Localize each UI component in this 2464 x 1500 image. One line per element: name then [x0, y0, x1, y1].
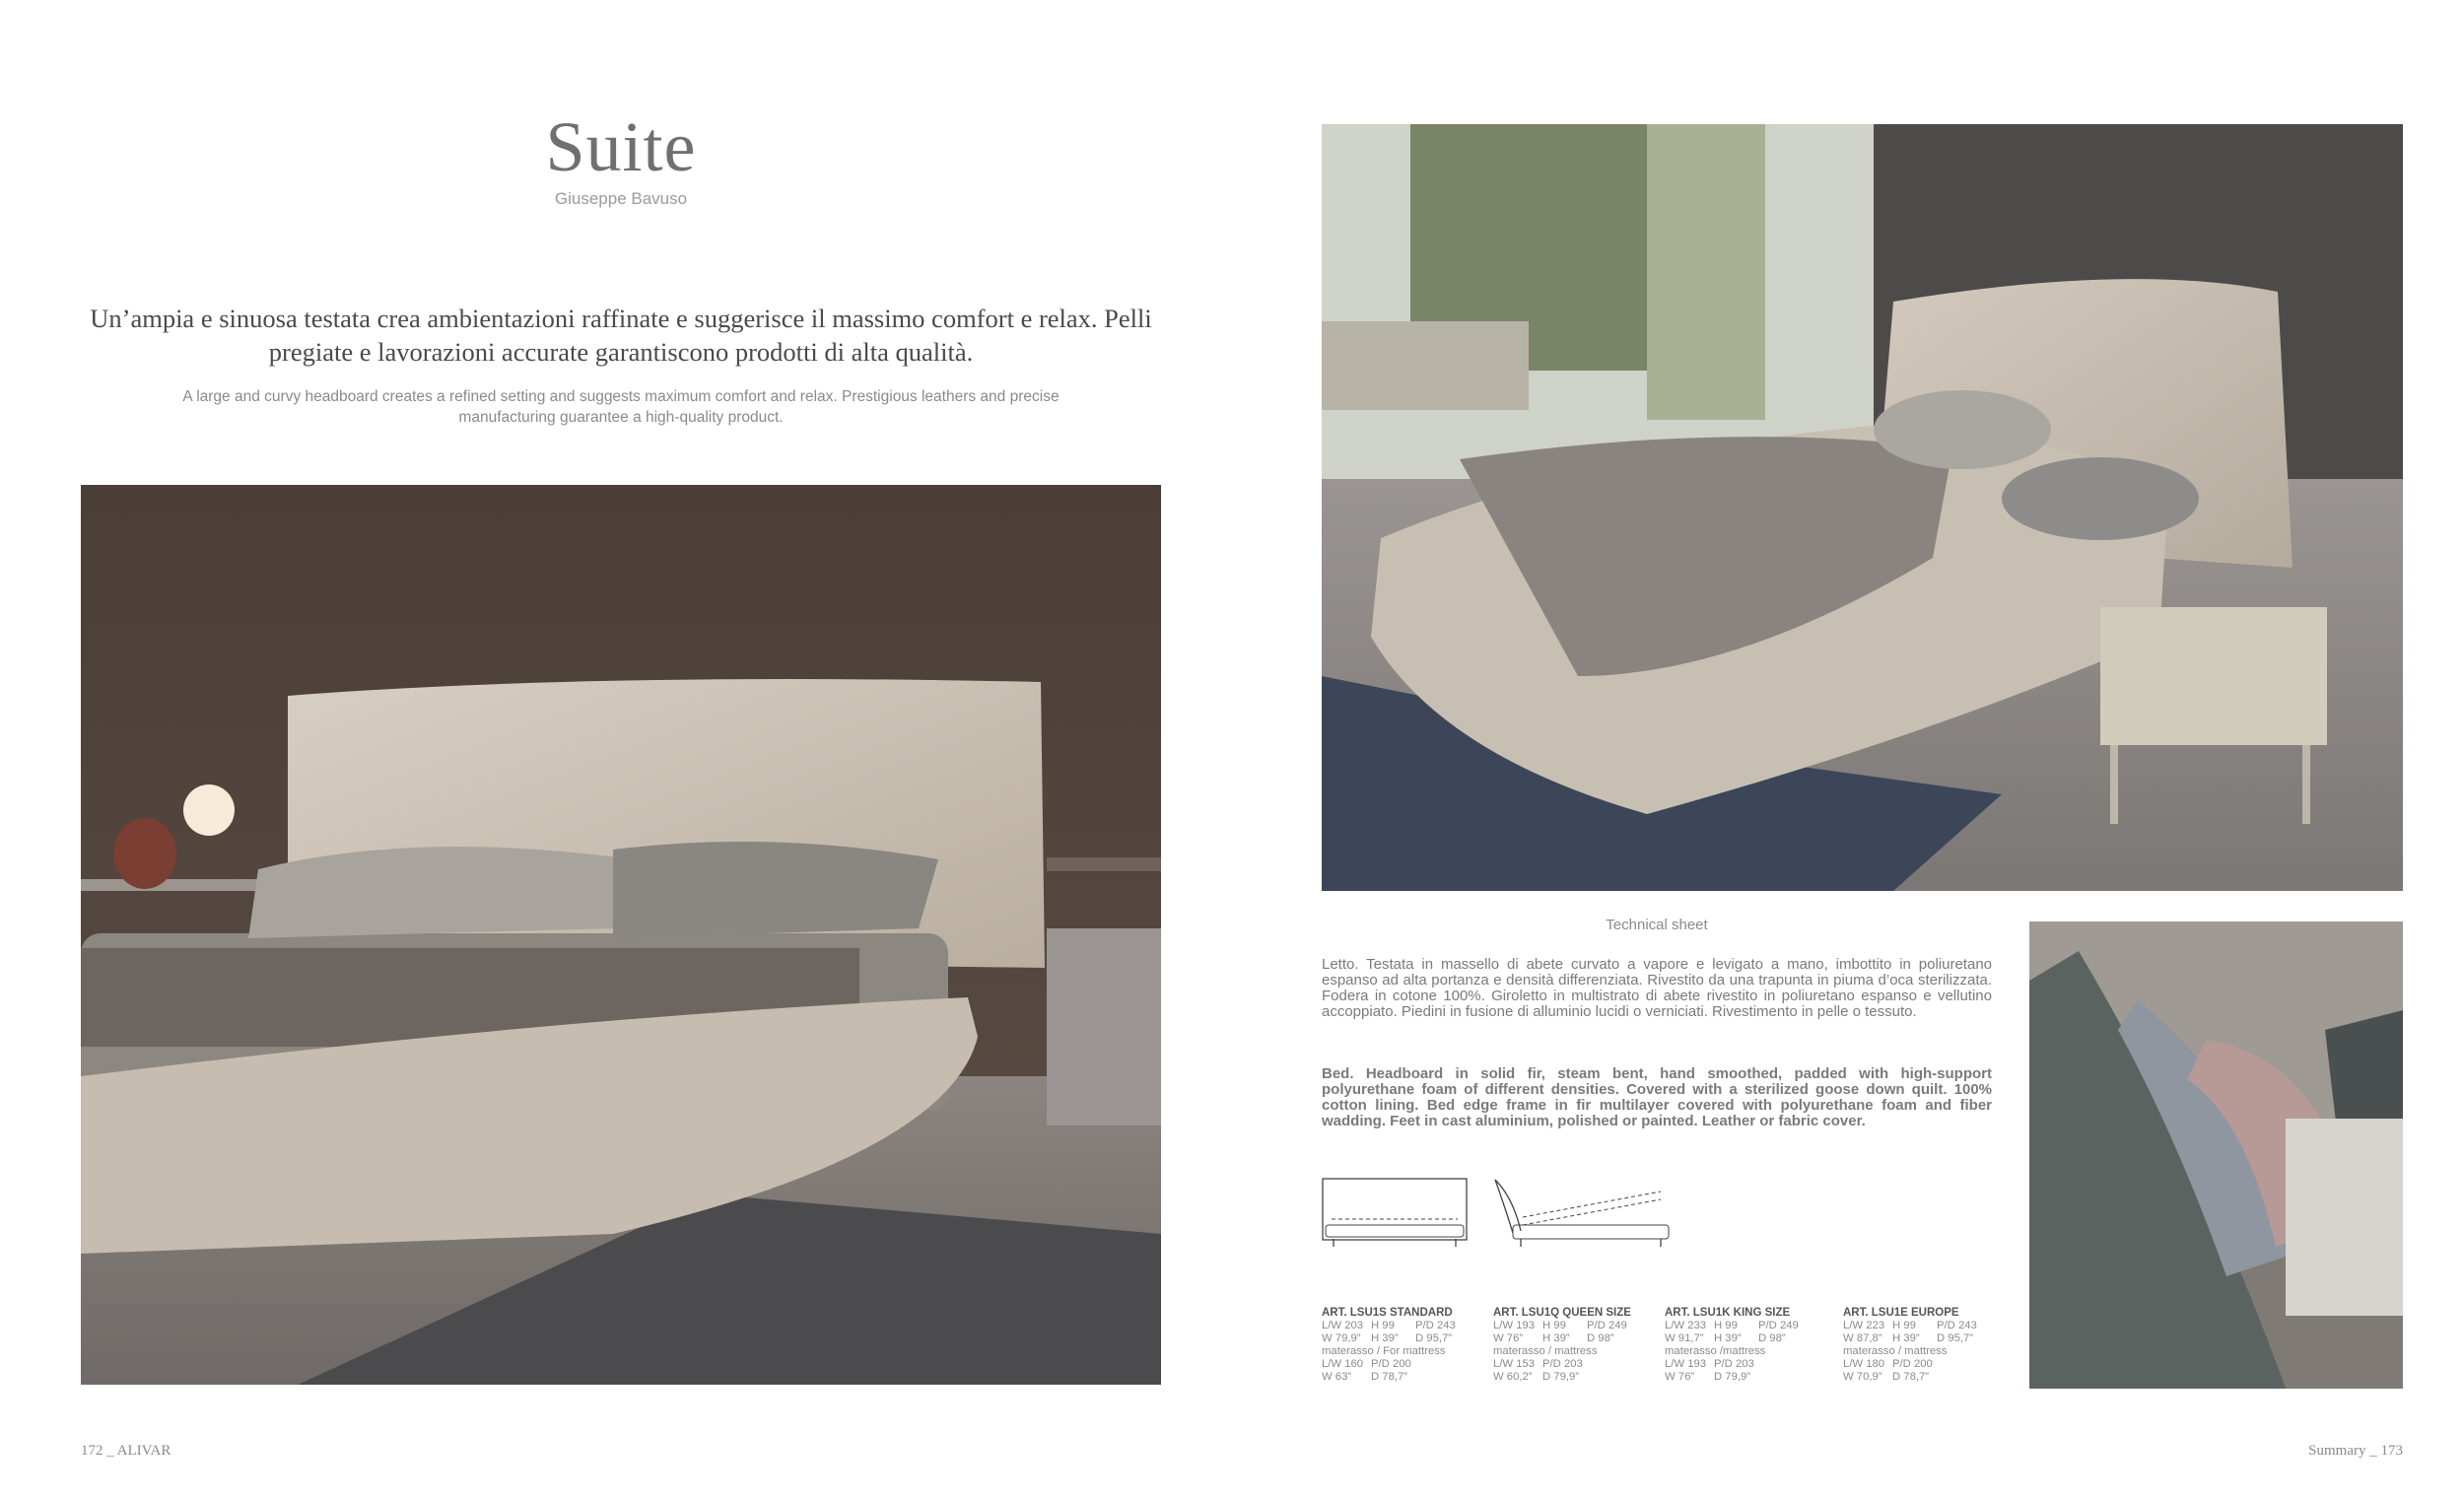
spec-dimensions-cm: L/W 223 H 99 P/D 243	[1843, 1320, 1977, 1331]
spec-europe	[1843, 1307, 1977, 1384]
spec-name: ART. LSU1S STANDARD	[1322, 1307, 1453, 1319]
bed-front-diagram-icon	[1322, 1178, 1470, 1249]
spec-mattress-label: materasso /mattress	[1665, 1345, 1766, 1357]
spec-mattress-label: materasso / mattress	[1493, 1345, 1598, 1357]
spec-dimensions-in: W 87,8” H 39” D 95,7”	[1843, 1332, 1974, 1344]
spec-mattress-cm: L/W 193 P/D 203	[1665, 1358, 1754, 1370]
spec-dimensions-in: W 79,9” H 39” D 95,7”	[1322, 1332, 1453, 1344]
spec-dimensions-in: W 76” H 39” D 98”	[1493, 1332, 1614, 1344]
spec-mattress-in: W 70,9” D 78,7”	[1843, 1371, 1930, 1383]
technical-sheet-title: Technical sheet	[1606, 917, 1708, 933]
spec-mattress-in: W 63” D 78,7”	[1322, 1371, 1408, 1383]
spec-mattress-label: materasso / mattress	[1843, 1345, 1948, 1357]
spec-mattress-label: materasso / For mattress	[1322, 1345, 1446, 1357]
spec-mattress-cm: L/W 180 P/D 200	[1843, 1358, 1933, 1370]
spec-dimensions-in: W 91,7” H 39” D 98”	[1665, 1332, 1786, 1344]
page-number-right: Summary _ 173	[2308, 1443, 2403, 1459]
spec-name: ART. LSU1Q QUEEN SIZE	[1493, 1307, 1631, 1319]
spec-queen-size	[1493, 1307, 1631, 1384]
product-title: Suite	[545, 107, 697, 186]
spec-dimensions-cm: L/W 203 H 99 P/D 243	[1322, 1320, 1456, 1331]
designer-name: Giuseppe Bavuso	[554, 189, 688, 208]
spec-mattress-in: W 60,2” D 79,9”	[1493, 1371, 1580, 1383]
spec-mattress-in: W 76” D 79,9”	[1665, 1371, 1751, 1383]
spec-mattress-cm: L/W 160 P/D 200	[1322, 1358, 1411, 1370]
spec-standard	[1322, 1307, 1456, 1384]
spec-name: ART. LSU1E EUROPE	[1843, 1307, 1959, 1319]
bed-photo-room	[1322, 124, 2403, 891]
intro-english: A large and curvy headboard creates a refined setting and suggests maximum comfort and relax. Prestigious leathers and precise manufacturing guarantee a high-quality product.	[182, 388, 1060, 426]
spec-dimensions-cm: L/W 233 H 99 P/D 249	[1665, 1320, 1799, 1331]
spec-mattress-cm: L/W 153 P/D 203	[1493, 1358, 1583, 1370]
bed-side-diagram-icon	[1493, 1178, 1671, 1249]
spec-king-size	[1665, 1307, 1799, 1384]
bed-photo-main	[81, 485, 1161, 1385]
intro-italian: Un’ampia e sinuosa testata crea ambientazioni raffinate e suggerisce il massimo comfort e relax. Pelli pregiate e lavorazioni accurate garantiscono prodotti di alta qualità.	[90, 304, 1152, 367]
spec-dimensions-cm: L/W 193 H 99 P/D 249	[1493, 1320, 1627, 1331]
technical-description-italian: Letto. Testata in massello di abete curvato a vapore e levigato a mano, imbottito in poliuretano espanso ad alta portanza e densità differenziata. Rivestito da una trapunta in piuma d’oca sterilizzata. Fodera in cotone 100%. Giroletto in multistrato di abete rivestito in poliuretano espanso e vellutino accoppiato. Piedini in fusione di alluminio lucidi o verniciati. Rivestimento in pelle o tessuto.	[1322, 956, 1992, 1020]
page-number-left: 172 _ ALIVAR	[81, 1443, 171, 1459]
bed-photo-detail	[2029, 921, 2403, 1389]
spec-name: ART. LSU1K KING SIZE	[1665, 1307, 1791, 1319]
technical-description-english: Bed. Headboard in solid fir, steam bent, hand smoothed, padded with high-support polyurethane foam of different densities. Covered with a sterilized goose down quilt. 100% cotton lining. Bed edge frame in fir multilayer covered with polyurethane foam and fiber wadding. Feet in cast aluminium, polished or painted. Leather or fabric cover.	[1322, 1065, 1992, 1129]
